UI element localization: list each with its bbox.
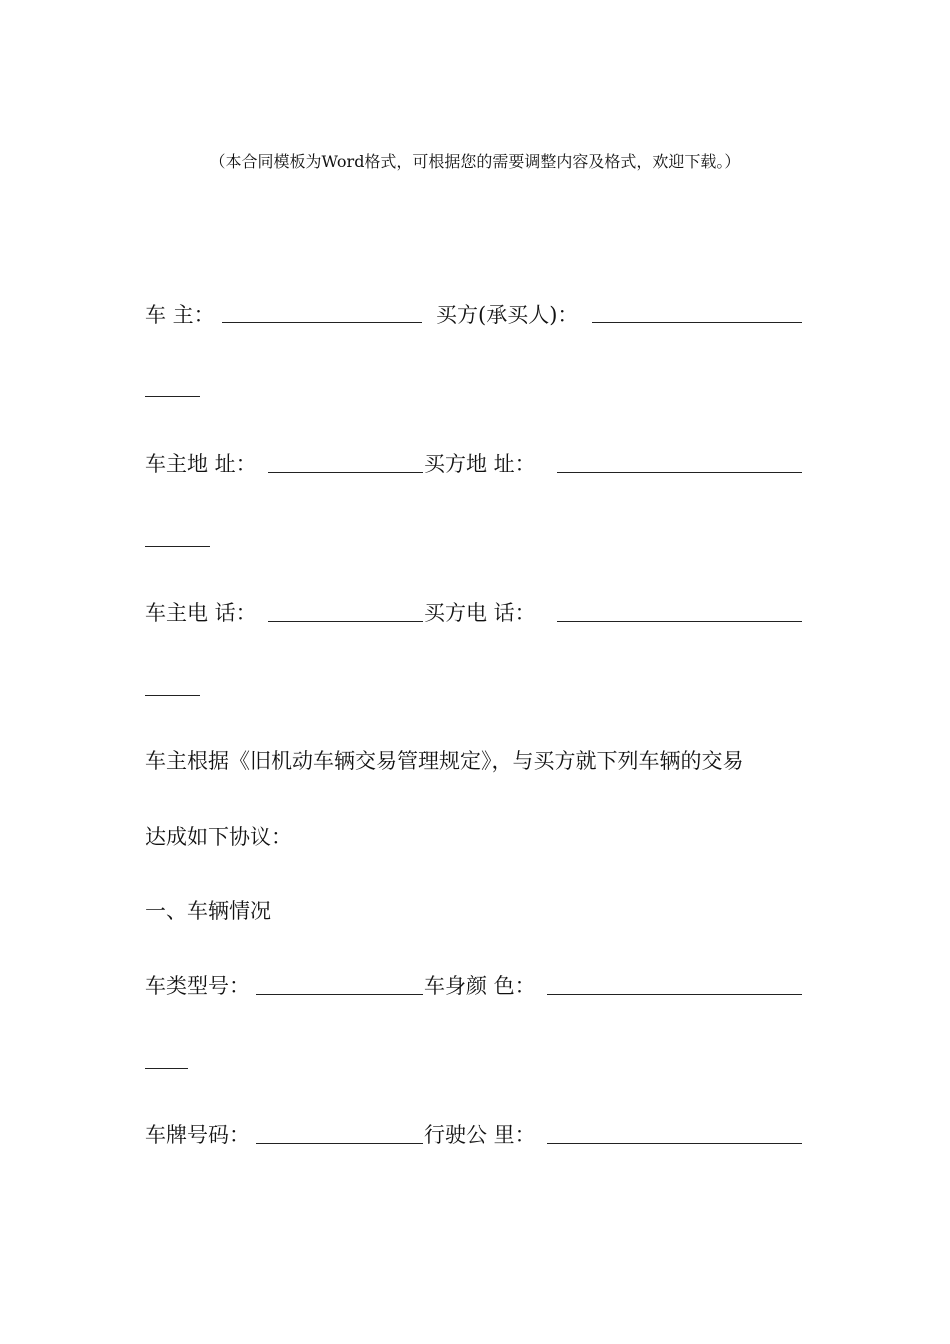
owner-label: 车 主： [145,303,215,327]
buyer-address-blank-continuation[interactable] [145,546,210,547]
plate-number-label: 车牌号码： [145,1123,250,1147]
buyer-address-blank[interactable] [557,472,802,473]
buyer-phone-blank-continuation[interactable] [145,695,200,696]
body-color-blank-continuation[interactable] [145,1068,188,1069]
buyer-address-label: 买方地 址： [424,452,536,476]
buyer-phone-label: 买方电 话： [424,601,536,625]
template-note: （本合同模板为Word格式，可根据您的需要调整内容及格式，欢迎下载。） [209,152,741,171]
section-title-vehicle: 一、车辆情况 [145,899,271,923]
vehicle-model-label: 车类型号： [145,974,250,998]
plate-number-blank[interactable] [256,1143,423,1144]
owner-blank[interactable] [222,322,422,323]
mileage-blank[interactable] [547,1143,802,1144]
body-color-label: 车身颜 色： [424,974,536,998]
intro-line-2: 达成如下协议： [145,825,292,849]
owner-phone-blank[interactable] [268,621,423,622]
vehicle-model-blank[interactable] [256,994,423,995]
body-color-blank[interactable] [547,994,802,995]
owner-address-label: 车主地 址： [145,452,257,476]
owner-address-blank[interactable] [268,472,423,473]
owner-phone-label: 车主电 话： [145,601,257,625]
buyer-blank[interactable] [592,322,802,323]
buyer-phone-blank[interactable] [557,621,802,622]
buyer-label: 买方(承买人)： [436,303,579,327]
intro-line-1: 车主根据《旧机动车辆交易管理规定》，与买方就下列车辆的交易 [145,749,744,773]
buyer-blank-continuation[interactable] [145,396,200,397]
mileage-label: 行驶公 里： [424,1123,536,1147]
